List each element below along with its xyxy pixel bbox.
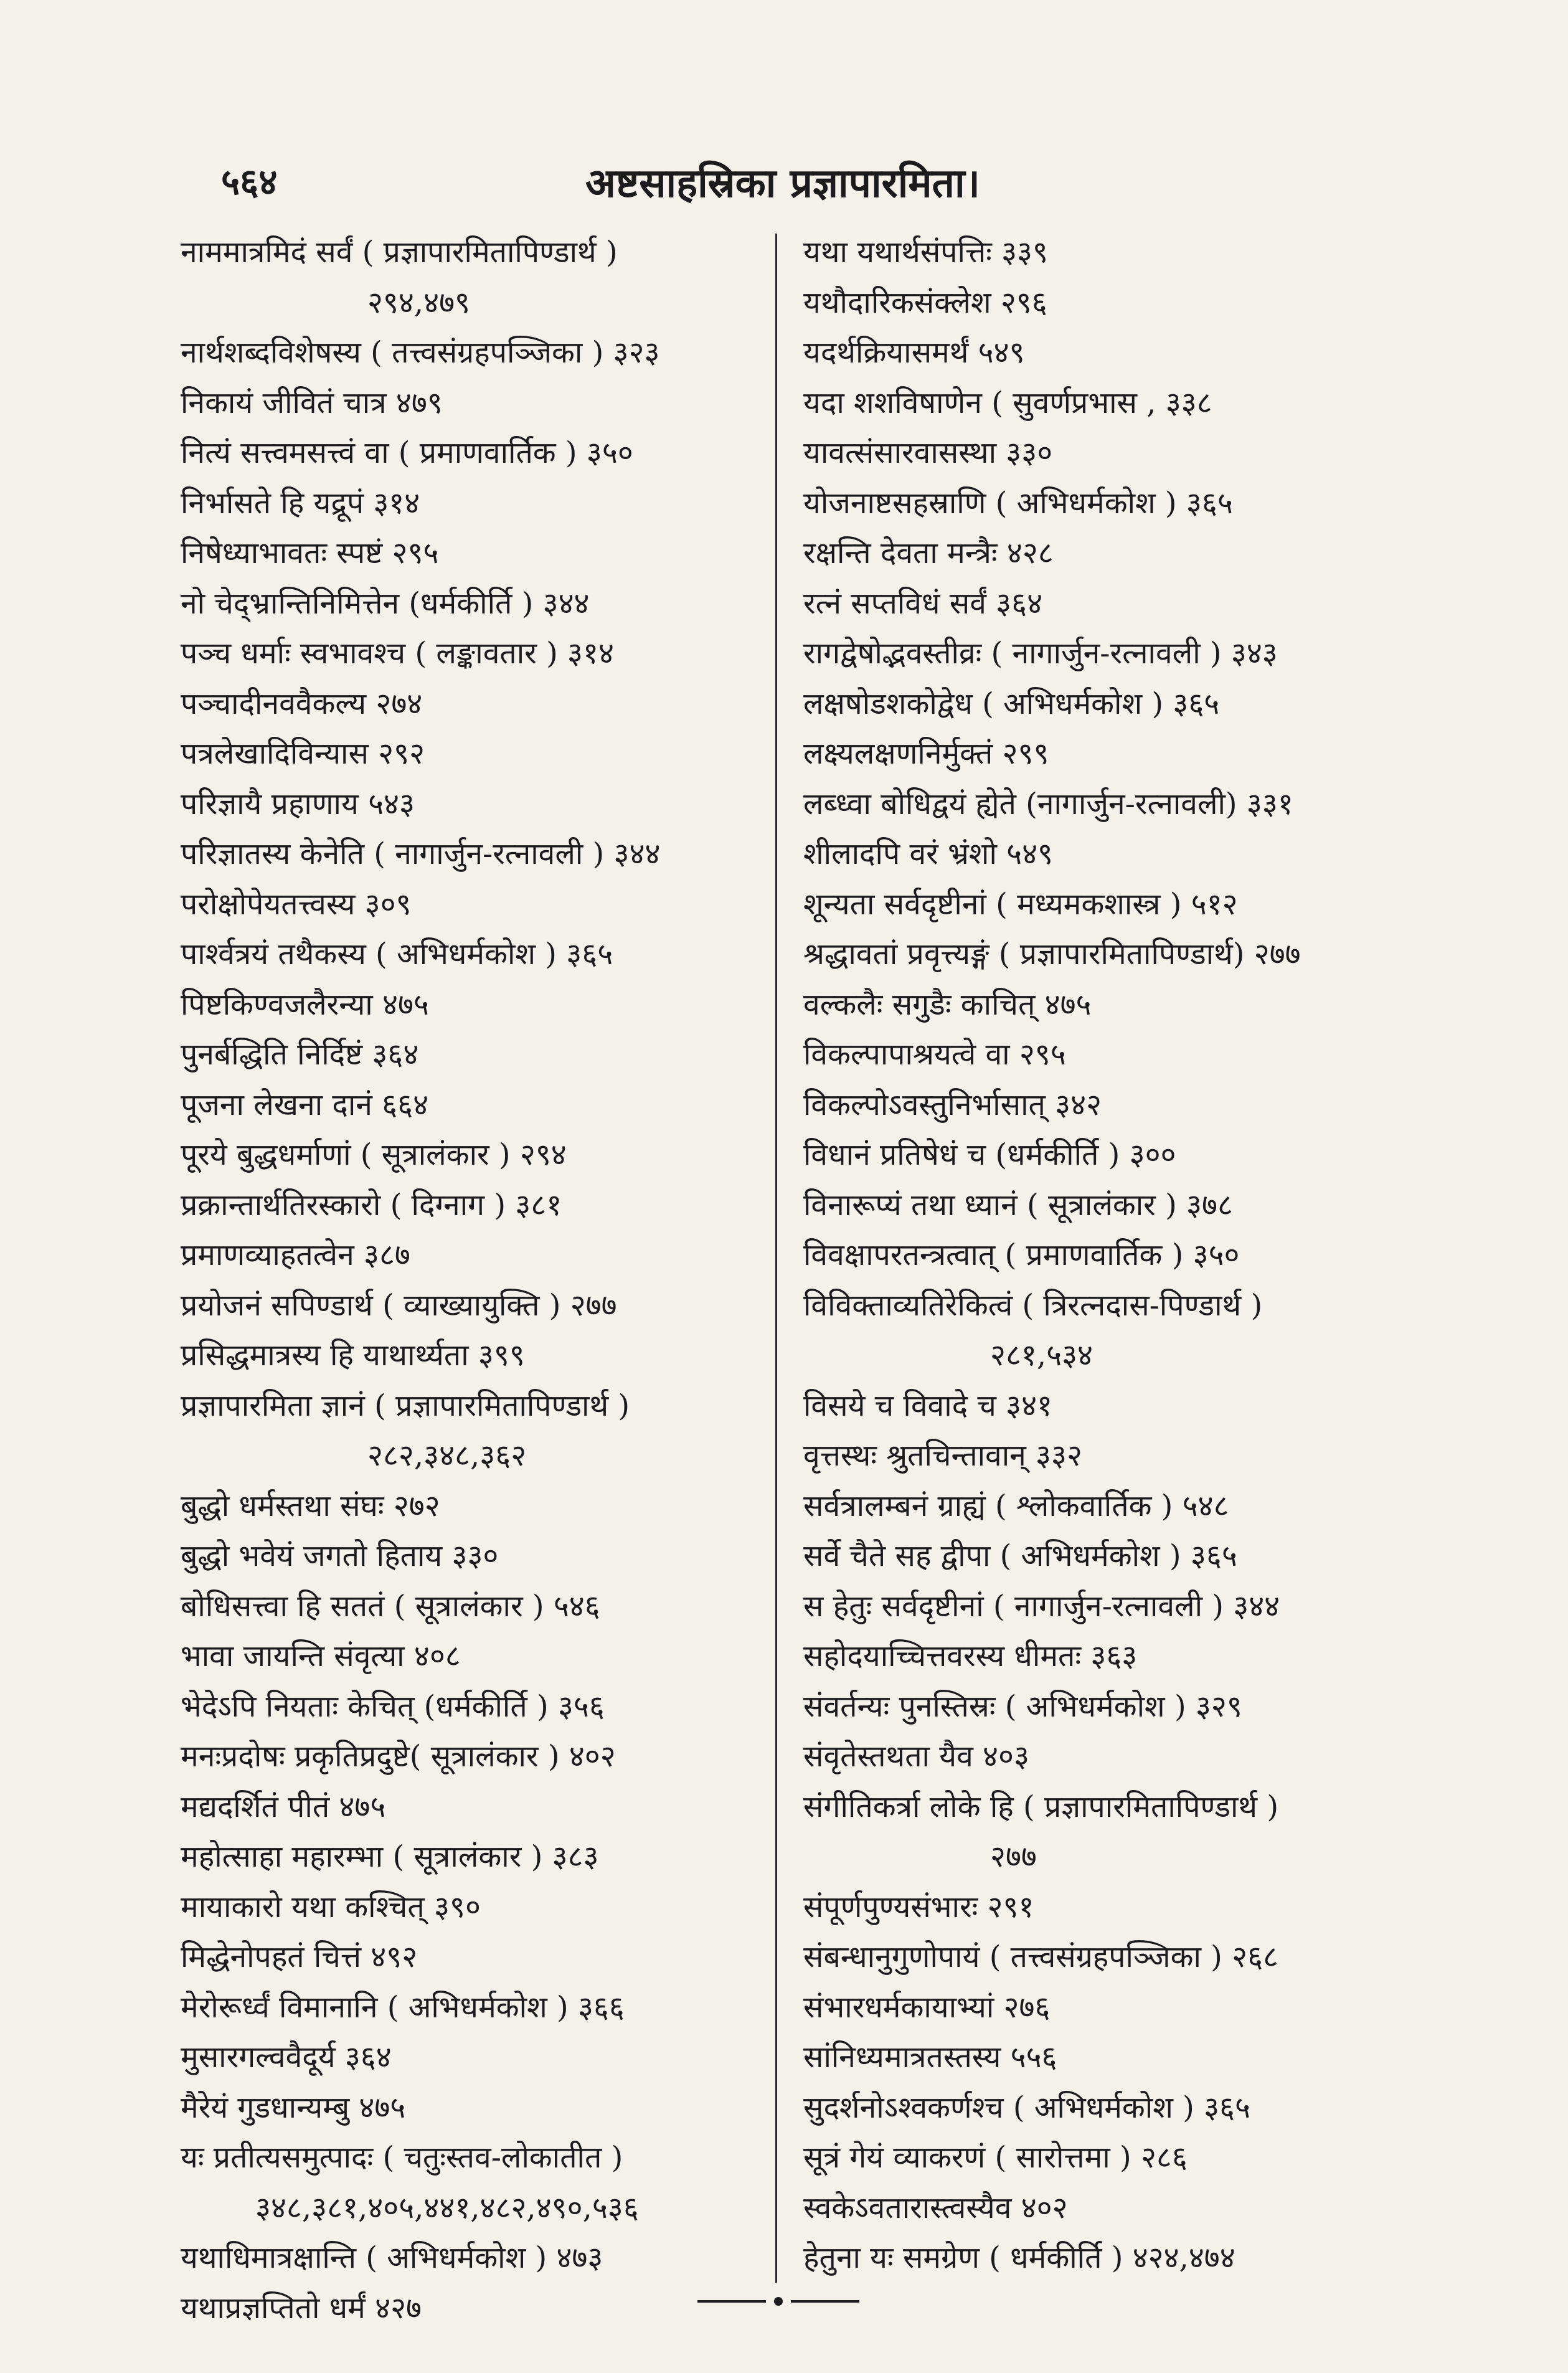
index-entry: लक्षषोडशकोद्वेध ( अभिधर्मकोश ) ३६५: [803, 686, 1220, 721]
index-entry: प्रक्रान्तार्थतिरस्कारो ( दिग्नाग ) ३८१: [181, 1187, 562, 1223]
index-entry: स्वकेऽवतारास्त्वस्यैव ४०२: [803, 2190, 1068, 2225]
index-entry: यथाधिमात्रक्षान्ति ( अभिधर्मकोश ) ४७३: [181, 2240, 603, 2275]
index-entry: बुद्धो भवेयं जगतो हिताय ३३०: [181, 1538, 499, 1573]
index-entry: यदा शशविषाणेन ( सुवर्णप्रभास , ३३८: [803, 385, 1212, 420]
index-entry: मैरेयं गुडधान्यम्बु ४७५: [181, 2090, 406, 2125]
index-entry: भेदेऽपि नियताः केचित् (धर्मकीर्ति ) ३५६: [181, 1689, 605, 1724]
index-entry: विविक्ताव्यतिरेकित्वं ( त्रिरत्नदास-पिण्डार्थ ): [803, 1287, 1263, 1323]
index-entry-pages: २८२,३४८,३६२: [367, 1438, 527, 1473]
index-entry: मिद्धेनोपहतं चित्तं ४९२: [181, 1940, 418, 1974]
index-entry: पत्रलेखादिविन्यास २९२: [181, 736, 425, 771]
index-entry-pages: २८१,५३४: [990, 1338, 1093, 1373]
index-entry: प्रयोजनं सपिण्डार्थ ( व्याख्यायुक्ति ) २७७: [181, 1287, 617, 1323]
index-entry: नाममात्रमिदं सर्वं ( प्रज्ञापारमितापिण्डार्थ ): [181, 235, 618, 270]
index-entry: नो चेद्भ्रान्तिनिमित्तेन (धर्मकीर्ति ) ३४४: [181, 585, 590, 621]
index-entry: पञ्चादीनववैकल्य २७४: [181, 686, 423, 721]
index-entry: योजनाष्टसहस्राणि ( अभिधर्मकोश ) ३६५: [803, 485, 1233, 521]
index-entry: मद्यदर्शितं पीतं ४७५: [181, 1789, 386, 1824]
index-entry: संगीतिकर्त्रा लोके हि ( प्रज्ञापारमितापिण्डार्थ ): [803, 1789, 1279, 1824]
index-entry: मेरोरूर्ध्वं विमानानि ( अभिधर्मकोश ) ३६६: [181, 1989, 625, 2025]
index-entry: संवर्तन्यः पुनस्तिस्रः ( अभिधर्मकोश ) ३२९: [803, 1689, 1242, 1724]
index-entry: सुदर्शनोऽश्वकर्णश्च ( अभिधर्मकोश ) ३६५: [803, 2090, 1250, 2125]
index-entry: विनारूप्यं तथा ध्यानं ( सूत्रालंकार ) ३७८: [803, 1187, 1233, 1223]
index-entry: वृत्तस्थः श्रुतचिन्तावान् ३३२: [803, 1438, 1082, 1473]
index-entry: बोधिसत्त्वा हि सततं ( सूत्रालंकार ) ५४६: [181, 1588, 600, 1624]
index-entry: सहोदयाच्चित्तवरस्य धीमतः ३६३: [803, 1639, 1138, 1674]
index-entry: प्रसिद्धमात्रस्य हि याथार्थ्यता ३९९: [181, 1338, 525, 1373]
index-entry: परिज्ञातस्य केनेति ( नागार्जुन-रत्नावली ) ३४४: [181, 836, 661, 871]
index-entry: निकायं जीवितं चात्र ४७९: [181, 385, 443, 420]
index-entry-pages: २९४,४७९: [367, 285, 471, 320]
index-entry: प्रमाणव्याहतत्वेन ३८७: [181, 1238, 410, 1272]
index-entry: सूत्रं गेयं व्याकरणं ( सारोत्तमा ) २८६: [803, 2140, 1188, 2175]
index-entry: संवृतेस्तथता यैव ४०३: [803, 1739, 1029, 1774]
index-entry: श्रद्धावतां प्रवृत्त्यङ्गं ( प्रज्ञापारमितापिण्डार्थ) २७७: [803, 937, 1301, 972]
index-entry: विकल्पापाश्रयत्वे वा २९५: [803, 1037, 1066, 1072]
index-entry: मुसारगल्ववैदूर्य ३६४: [181, 2040, 392, 2075]
index-entry: भावा जायन्ति संवृत्या ४०८: [181, 1639, 461, 1674]
index-entry: सर्वे चैते सह द्वीपा ( अभिधर्मकोश ) ३६५: [803, 1538, 1237, 1573]
index-entry: रत्नं सप्तविधं सर्वं ३६४: [803, 585, 1043, 621]
index-entry: रक्षन्ति देवता मन्त्रैः ४२८: [803, 536, 1054, 571]
index-entry-pages: २७७: [990, 1839, 1037, 1874]
index-entry: यथाप्रज्ञप्तितो धर्मं ४२७: [181, 2290, 422, 2326]
index-entry: विवक्षापरतन्त्रत्वात् ( प्रमाणवार्तिक ) ३५०: [803, 1238, 1240, 1272]
index-column-right: [803, 227, 1401, 2283]
column-divider: [775, 234, 777, 2283]
index-column-left: [181, 227, 766, 2333]
index-entry: हेतुना यः समग्रेण ( धर्मकीर्ति ) ४२४,४७४: [803, 2240, 1235, 2275]
index-entry: परिज्ञायै प्रहाणाय ५४३: [181, 786, 415, 822]
index-entry: मनःप्रदोषः प्रकृतिप्रदुष्टे( सूत्रालंकार ) ४०२: [181, 1739, 616, 1774]
index-entry: वल्कलैः सगुडैः काचित् ४७५: [803, 987, 1092, 1022]
index-entry: लब्ध्वा बोधिद्वयं ह्येते (नागार्जुन-रत्नावली) ३३१: [803, 786, 1293, 822]
index-entry: सर्वत्रालम्बनं ग्राह्यं ( श्लोकवार्तिक ) ५४८: [803, 1488, 1229, 1523]
index-entry: पञ्च धर्माः स्वभावश्च ( लङ्कावतार ) ३१४: [181, 636, 614, 671]
index-entry: यः प्रतीत्यसमुत्पादः ( चतुःस्तव-लोकातीत ): [181, 2140, 623, 2175]
index-entry: निर्भासते हि यद्रूपं ३१४: [181, 485, 420, 521]
index-entry: यथौदारिकसंक्लेश २९६: [803, 285, 1047, 320]
index-entry: संभारधर्मकायाभ्यां २७६: [803, 1989, 1051, 2025]
index-entry: पिष्टकिण्वजलैरन्या ४७५: [181, 987, 429, 1022]
index-entry: यथा यथार्थसंपत्तिः ३३९: [803, 235, 1048, 270]
end-ornament-icon: [697, 2295, 859, 2308]
page-number: ५६४: [221, 161, 278, 203]
index-entry: संपूर्णपुण्यसंभारः २९१: [803, 1889, 1034, 1925]
index-entry: संबन्धानुगुणोपायं ( तत्त्वसंग्रहपञ्जिका ) २६८: [803, 1940, 1278, 1974]
index-entry: शीलादपि वरं भ्रंशो ५४९: [803, 836, 1054, 871]
index-entry: परोक्षोपेयतत्त्वस्य ३०९: [181, 886, 412, 922]
index-entry: सांनिध्यमात्रतस्तस्य ५५६: [803, 2040, 1057, 2075]
index-entry: प्रज्ञापारमिता ज्ञानं ( प्रज्ञापारमितापिण्डार्थ ): [181, 1388, 630, 1423]
index-entry: रागद्वेषोद्भवस्तीव्रः ( नागार्जुन-रत्नावली ) ३४३: [803, 636, 1278, 671]
index-entry: निषेध्याभावतः स्पष्टं २९५: [181, 536, 439, 571]
index-entry: पूजना लेखना दानं ६६४: [181, 1087, 429, 1122]
index-entry: पूरये बुद्धधर्माणां ( सूत्रालंकार ) २९४: [181, 1137, 567, 1172]
index-entry: नित्यं सत्त्वमसत्त्वं वा ( प्रमाणवार्तिक ) ३५०: [181, 435, 633, 470]
index-entry: यावत्संसारवासस्था ३३०: [803, 435, 1053, 470]
index-entry: विसये च विवादे च ३४१: [803, 1388, 1053, 1423]
index-entry: विधानं प्रतिषेधं च (धर्मकीर्ति ) ३००: [803, 1137, 1176, 1172]
index-entry: पार्श्वत्रयं तथैकस्य ( अभिधर्मकोश ) ३६५: [181, 937, 613, 972]
index-entry: नार्थशब्दविशेषस्य ( तत्त्वसंग्रहपञ्जिका ) ३२३: [181, 335, 660, 370]
index-entry: यदर्थक्रियासमर्थं ५४९: [803, 335, 1025, 370]
index-entry: विकल्पोऽवस्तुनिर्भासात् ३४२: [803, 1087, 1102, 1122]
index-entry: बुद्धो धर्मस्तथा संघः २७२: [181, 1488, 440, 1523]
index-entry: शून्यता सर्वदृष्टीनां ( मध्यमकशास्त्र ) ५१२: [803, 886, 1238, 922]
index-entry: स हेतुः सर्वदृष्टीनां ( नागार्जुन-रत्नावली ) ३४४: [803, 1588, 1280, 1624]
index-entry: महोत्साहा महारम्भा ( सूत्रालंकार ) ३८३: [181, 1839, 599, 1874]
index-entry-pages: ३४८,३८१,४०५,४४१,४८२,४९०,५३६: [255, 2190, 639, 2225]
index-entry: लक्ष्यलक्षणनिर्मुक्तं २९९: [803, 736, 1049, 771]
running-title: अष्टसाहस्रिका प्रज्ञापारमिता।: [585, 160, 980, 207]
index-entry: मायाकारो यथा कश्चित् ३९०: [181, 1889, 481, 1925]
index-entry: पुनर्बद्धिति निर्दिष्टं ३६४: [181, 1037, 419, 1072]
